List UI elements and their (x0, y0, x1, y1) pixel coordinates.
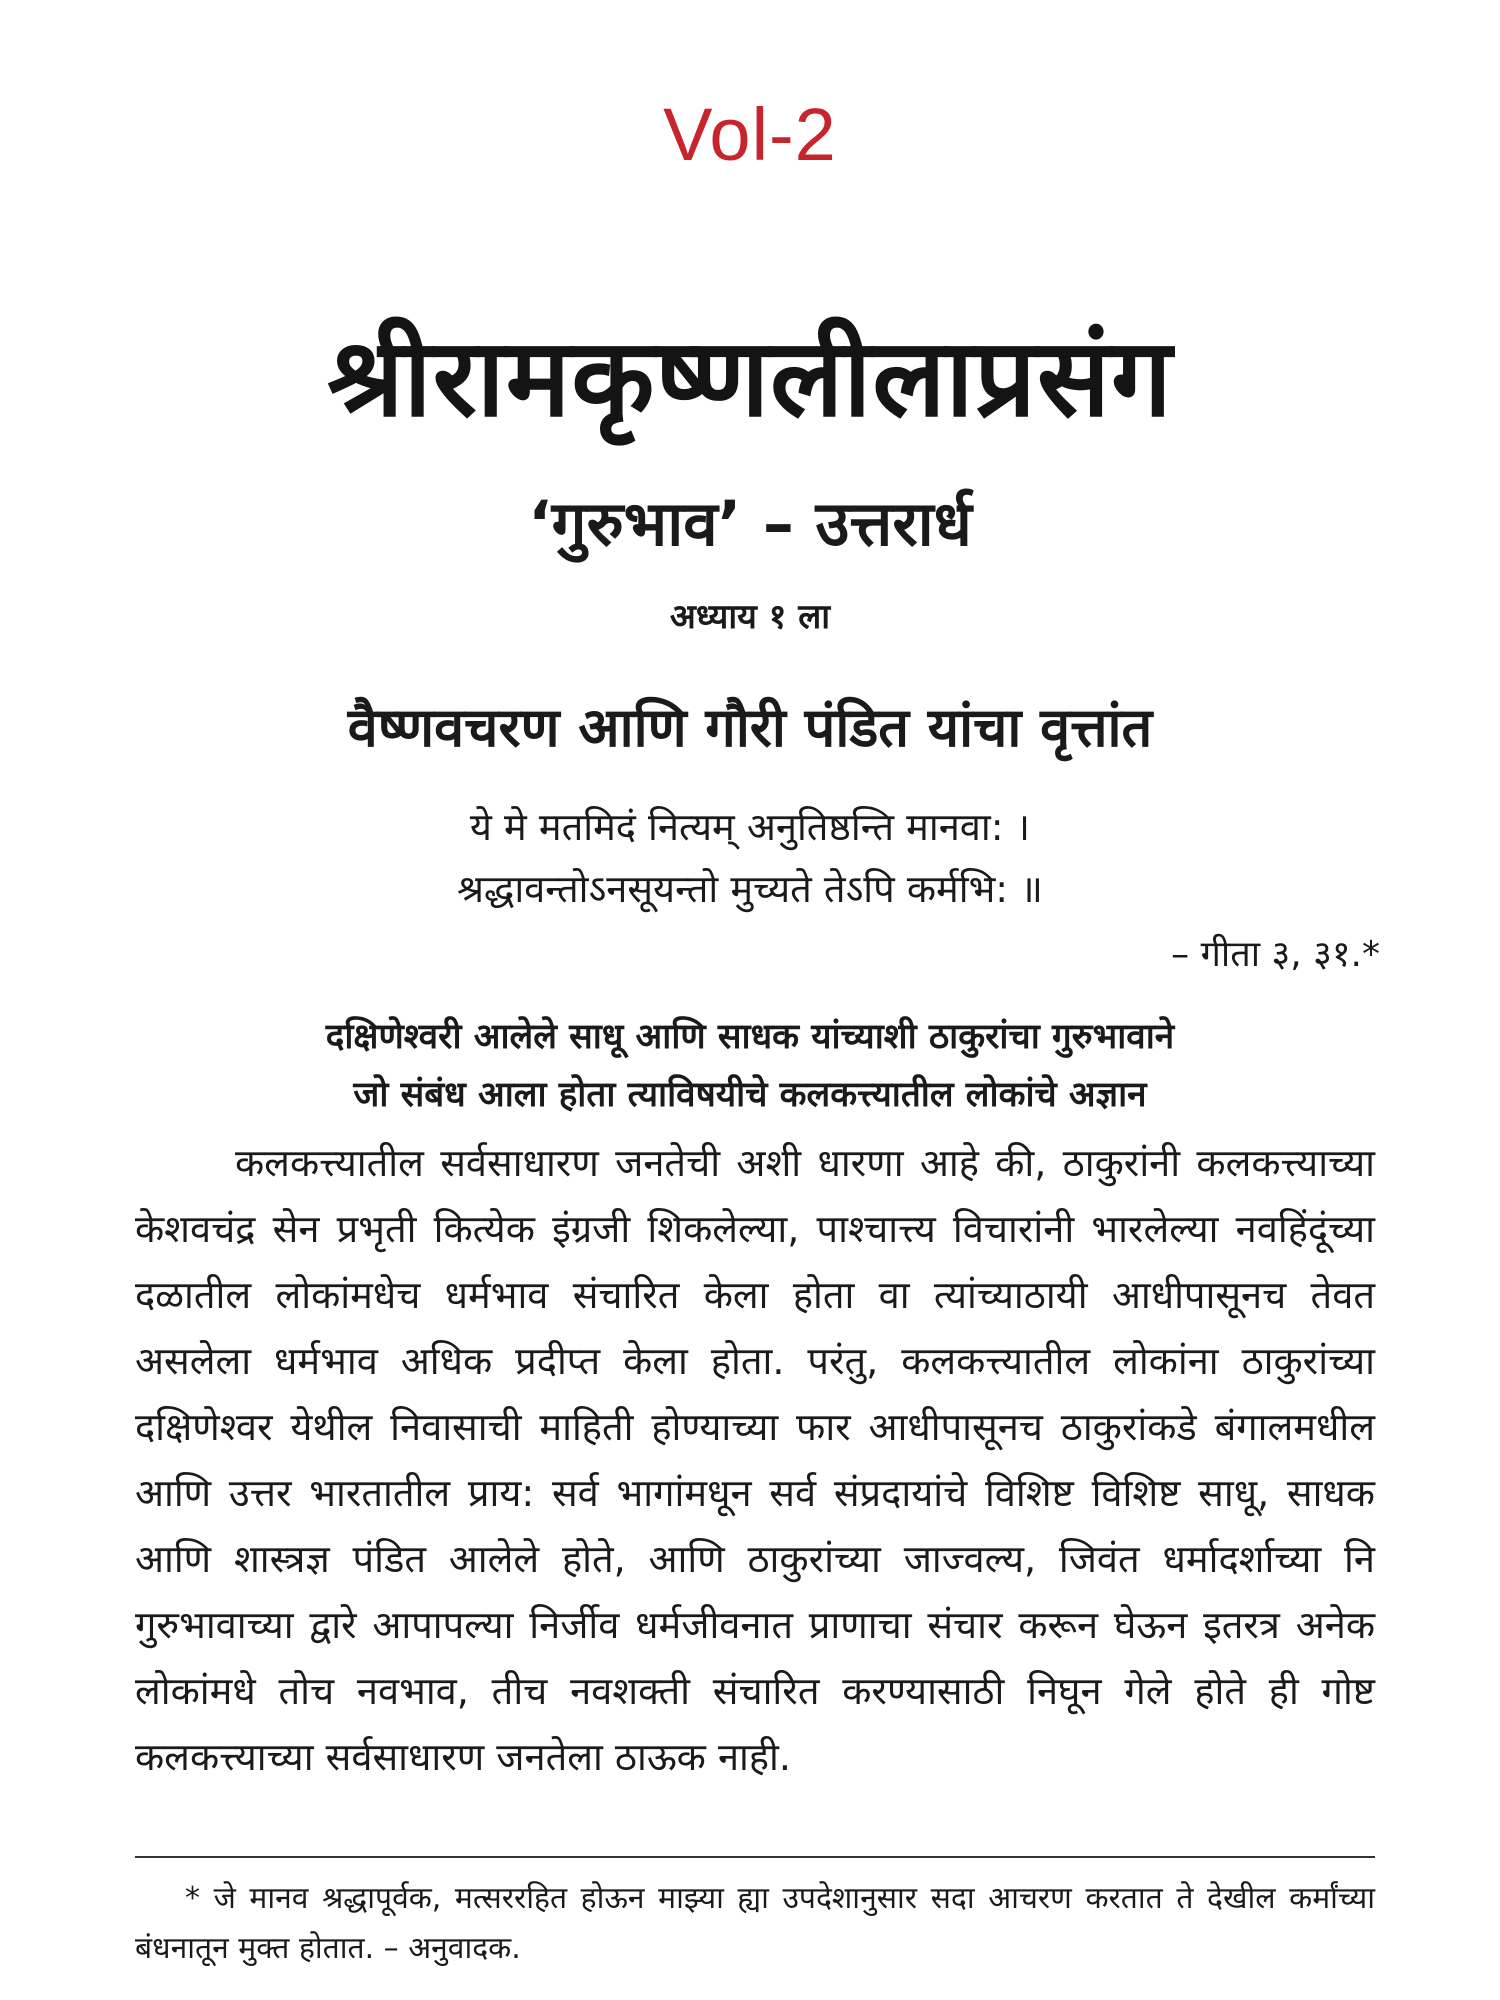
verse-line-1: ये मे मतमिदं नित्यम् अनुतिष्ठन्ति मानवा: । (469, 805, 1031, 849)
chapter-title: वैष्णवचरण आणि गौरी पंडित यांचा वृत्तांत (347, 696, 1153, 759)
volume-label: Vol-2 (663, 93, 837, 176)
book-subtitle: ‘गुरुभाव’ – उत्तरार्ध (528, 487, 972, 560)
verse-line-2: श्रद्धावन्तोऽनसूयन्तो मुच्यते तेऽपि कर्मभि: ॥ (457, 867, 1043, 911)
section-heading-line-1: दक्षिणेश्वरी आलेले साधू आणि साधक यांच्याशी ठाकुरांचा गुरुभावाने (325, 1017, 1175, 1057)
book-title: श्रीरामकृष्णलीलाप्रसंग (327, 316, 1173, 441)
chapter-number: अध्याय १ ला (669, 597, 831, 637)
verse-source: – गीता ३, ३१.* (1171, 934, 1380, 975)
body-paragraph: कलकत्त्यातील सर्वसाधारण जनतेची अशी धारणा आहे की, ठाकुरांनी कलकत्त्याच्या केशवचंद्र सेन प्रभृती कित्येक इंग्रजी शिकलेल्या, पाश्चात्त्य विचारांनी भारलेल्या नवहिंदूंच्या दळातील लोकांमधेच धर्मभाव संचारित केला होता वा त्यांच्याठायी आधीपासूनच तेवत असलेला धर्मभाव अधिक प्रदीप्त केला होता. परंतु, कलकत्त्यातील लोकांना ठाकुरांच्या दक्षिणेश्वर येथील निवासाची माहिती होण्याच्या फार आधीपासूनच ठाकुरांकडे बंगालमधील आणि उत्तर भारतातील प्राय: सर्व भागांमधून सर्व संप्रदायांचे विशिष्ट विशिष्ट साधू, साधक आणि शास्त्रज्ञ पंडित आलेले होते, आणि ठाकुरांच्या जाज्वल्य, जिवंत धर्मादर्शाच्या नि गुरुभावाच्या द्वारे आपापल्या निर्जीव धर्मजीवनात प्राणाचा संचार करून घेऊन इतरत्र अनेक लोकांमधे तोच नवभाव, तीच नवशक्ती संचारित करण्यासाठी निघून गेले होते ही गोष्ट कलकत्त्याच्या सर्वसाधारण जनतेला ठाऊक नाही. (135, 1141, 1375, 1779)
section-heading-line-2: जो संबंध आला होता त्याविषयीचे कलकत्त्यातील लोकांचे अज्ञान (353, 1075, 1147, 1115)
footnote: * जे मानव श्रद्धापूर्वक, मत्सररहित होऊन माझ्या ह्या उपदेशानुसार सदा आचरण करतात ते देखील कर्मांच्या बंधनातून मुक्त होतात. – अनुवादक. (135, 1881, 1375, 1966)
footnote-divider (135, 1856, 1375, 1858)
